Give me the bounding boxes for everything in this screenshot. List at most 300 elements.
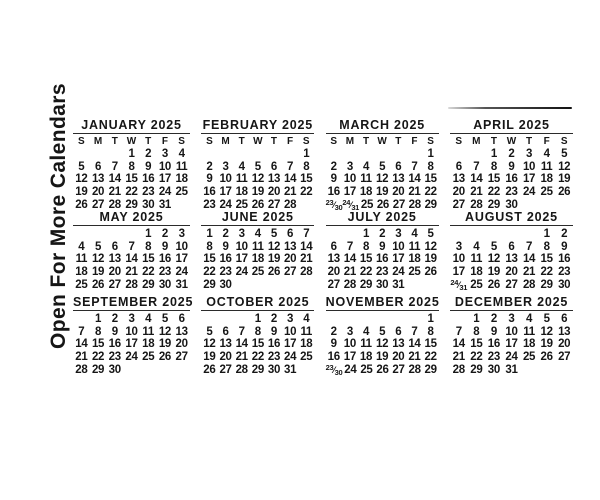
month-calendar xyxy=(201,211,314,296)
date-cell xyxy=(157,364,174,377)
date-cell: 17 xyxy=(505,338,518,351)
date-cell: 2 xyxy=(206,160,213,173)
date-cell: 13 xyxy=(219,338,232,351)
date-row xyxy=(326,279,439,292)
date-cell: 5 xyxy=(379,160,386,173)
date-cell: 16 xyxy=(558,253,571,266)
date-cell: 22 xyxy=(251,351,264,364)
date-row xyxy=(450,148,573,161)
date-cell: 29 xyxy=(91,363,105,376)
date-cell: 4 xyxy=(178,148,185,160)
date-cell: 9 xyxy=(330,338,337,351)
date-row xyxy=(326,351,439,364)
date-cell: 23 xyxy=(158,266,172,279)
date-cell xyxy=(342,228,358,241)
date-cell xyxy=(90,148,107,161)
date-cell: 23 xyxy=(203,198,216,211)
date-cell: $^{24}$⁄31 xyxy=(342,197,360,212)
date-row xyxy=(326,228,439,241)
date-cell: 29 xyxy=(424,363,437,376)
date-row xyxy=(450,161,573,174)
date-cell: 25 xyxy=(235,198,248,211)
date-cell: 11 xyxy=(300,325,313,338)
date-cell: 1 xyxy=(427,148,434,160)
date-cell: 25 xyxy=(360,198,374,211)
date-cell: 16 xyxy=(505,173,518,186)
date-cell: 9 xyxy=(222,240,229,253)
date-cell: 4 xyxy=(78,240,85,253)
date-cell: 22 xyxy=(125,186,138,199)
date-cell: 12 xyxy=(376,173,389,186)
date-cell: 16 xyxy=(108,338,121,351)
date-cell: 10 xyxy=(452,253,465,266)
date-cell: 31 xyxy=(158,198,172,211)
month-title: MAY 2025 xyxy=(73,211,190,226)
date-cell: 5 xyxy=(543,313,550,325)
date-cell: 15 xyxy=(91,338,105,351)
date-cell: 5 xyxy=(78,160,85,173)
date-cell: 29 xyxy=(251,363,264,376)
date-cell: 31 xyxy=(392,278,405,291)
weekday-label: F xyxy=(411,136,418,147)
date-cell: 15 xyxy=(359,253,373,266)
date-cell: 15 xyxy=(424,173,437,186)
date-cell: 11 xyxy=(360,173,372,186)
date-cell: 30 xyxy=(108,363,121,376)
date-cell: 19 xyxy=(376,351,389,364)
date-cell: 14 xyxy=(300,240,313,253)
weekday-label: W xyxy=(377,136,387,147)
date-cell xyxy=(468,148,486,161)
date-cell: 6 xyxy=(270,160,278,173)
date-row xyxy=(73,351,190,364)
date-row xyxy=(326,266,439,279)
date-cell: 26 xyxy=(203,363,216,376)
month-title: OCTOBER 2025 xyxy=(201,296,314,311)
date-cell: 26 xyxy=(91,278,105,291)
date-row xyxy=(201,241,314,254)
date-row xyxy=(73,279,190,292)
date-row xyxy=(450,228,573,241)
date-cell: 23 xyxy=(558,266,571,279)
date-cell: 5 xyxy=(561,148,568,160)
date-cell: 19 xyxy=(203,351,216,364)
date-cell: 17 xyxy=(125,338,138,351)
date-cell: 16 xyxy=(376,253,389,266)
date-cell: 9 xyxy=(270,325,278,338)
date-cell: 21 xyxy=(522,266,536,279)
date-cell: 27 xyxy=(284,266,297,279)
date-cell: 13 xyxy=(108,253,121,266)
date-cell: 9 xyxy=(206,173,213,186)
date-row xyxy=(201,326,314,339)
date-row xyxy=(201,228,314,241)
date-cell xyxy=(266,148,282,161)
date-row xyxy=(73,313,190,326)
date-cell: 17 xyxy=(158,173,172,186)
date-cell: 17 xyxy=(343,351,356,364)
date-cell: 31 xyxy=(505,363,518,376)
date-cell xyxy=(217,313,233,326)
date-row xyxy=(326,338,439,351)
date-cell: 25 xyxy=(470,278,483,291)
month-calendar xyxy=(450,119,573,211)
date-cell xyxy=(406,148,422,161)
date-cell: 10 xyxy=(219,173,232,186)
date-cell: 4 xyxy=(238,160,245,173)
date-cell: 11 xyxy=(175,160,188,173)
date-cell: 27 xyxy=(452,198,465,211)
date-cell: 19 xyxy=(424,253,437,266)
date-cell xyxy=(266,279,282,292)
date-cell: 14 xyxy=(470,173,483,186)
date-cell xyxy=(326,228,342,241)
date-cell xyxy=(342,148,358,161)
date-cell: 22 xyxy=(359,266,373,279)
date-cell: 3 xyxy=(178,228,185,240)
date-row xyxy=(73,241,190,254)
date-cell: 21 xyxy=(452,351,465,364)
date-cell: 11 xyxy=(523,325,535,338)
weekday-label: S xyxy=(206,136,213,147)
date-cell: 20 xyxy=(392,351,405,364)
weekday-label: W xyxy=(126,136,137,147)
date-cell: 8 xyxy=(427,160,434,173)
date-cell: 18 xyxy=(540,173,553,186)
date-cell: 23 xyxy=(505,186,518,199)
date-cell: 31 xyxy=(284,363,297,376)
date-cell: 8 xyxy=(145,240,152,253)
date-row xyxy=(450,338,573,351)
date-cell: 7 xyxy=(411,160,418,173)
date-cell: 17 xyxy=(175,253,188,266)
date-cell: 28 xyxy=(284,198,297,211)
date-row xyxy=(450,351,573,364)
date-row xyxy=(73,326,190,339)
date-cell: 11 xyxy=(408,240,421,253)
date-cell: 12 xyxy=(251,173,264,186)
date-row xyxy=(201,186,314,199)
date-cell xyxy=(520,364,538,377)
month-title: JUNE 2025 xyxy=(201,211,314,226)
date-cell: 11 xyxy=(360,338,372,351)
date-cell: 9 xyxy=(490,325,497,338)
date-cell: 6 xyxy=(455,160,462,173)
date-row xyxy=(450,279,573,292)
date-cell xyxy=(485,228,503,241)
date-cell: 28 xyxy=(408,363,421,376)
month-calendar xyxy=(450,296,573,381)
month-calendar xyxy=(326,119,439,211)
date-cell xyxy=(342,313,358,326)
date-cell: 8 xyxy=(95,325,102,338)
weekday-label: S xyxy=(78,136,85,147)
weekday-label: T xyxy=(145,136,152,147)
date-cell: 9 xyxy=(161,240,168,253)
date-cell: 20 xyxy=(175,338,188,351)
date-cell: 3 xyxy=(346,160,353,173)
date-cell xyxy=(140,364,157,377)
date-row xyxy=(201,173,314,186)
date-cell: 3 xyxy=(346,325,353,338)
month-calendar xyxy=(326,211,439,296)
date-cell: 6 xyxy=(95,160,102,173)
date-cell xyxy=(73,148,90,161)
date-row xyxy=(201,313,314,326)
date-cell: 18 xyxy=(300,338,313,351)
date-cell: 21 xyxy=(408,186,421,199)
date-cell: 19 xyxy=(251,186,264,199)
date-cell xyxy=(282,279,298,292)
date-cell: 6 xyxy=(508,240,515,253)
date-cell: 18 xyxy=(142,338,155,351)
date-cell: 16 xyxy=(142,173,155,186)
date-cell: 10 xyxy=(343,173,356,186)
date-cell: 9 xyxy=(111,325,118,338)
date-cell: 4 xyxy=(473,240,480,253)
date-cell xyxy=(520,228,538,241)
date-cell: 22 xyxy=(540,266,553,279)
date-cell: 29 xyxy=(203,278,216,291)
date-cell: 5 xyxy=(427,228,434,240)
date-cell: 29 xyxy=(487,198,500,211)
date-cell xyxy=(358,148,374,161)
date-row xyxy=(450,186,573,199)
month-calendar xyxy=(73,295,194,381)
date-cell: 26 xyxy=(424,266,437,279)
date-cell xyxy=(298,279,314,292)
date-cell: 10 xyxy=(505,325,518,338)
date-cell xyxy=(217,148,233,161)
date-cell: 24 xyxy=(392,266,405,279)
date-cell: 1 xyxy=(473,313,480,325)
year-calendar-grid xyxy=(73,119,573,381)
weekday-label: S xyxy=(427,136,434,147)
date-cell: 30 xyxy=(158,278,172,291)
date-cell: 2 xyxy=(161,228,168,240)
date-row xyxy=(73,266,190,279)
date-cell: 22 xyxy=(424,351,437,364)
date-cell: 20 xyxy=(91,186,105,199)
date-cell: 21 xyxy=(235,351,248,364)
date-cell: 17 xyxy=(452,266,465,279)
date-cell: 21 xyxy=(75,351,88,364)
date-cell: 22 xyxy=(300,186,313,199)
date-cell xyxy=(123,228,140,241)
date-cell: 18 xyxy=(251,253,264,266)
date-cell xyxy=(250,148,266,161)
date-cell: 30 xyxy=(267,363,281,376)
date-cell: 6 xyxy=(111,240,118,253)
date-cell: 29 xyxy=(359,278,373,291)
month-title: DECEMBER 2025 xyxy=(450,296,573,311)
date-cell: 7 xyxy=(455,325,462,338)
date-cell: 5 xyxy=(206,325,213,338)
date-row xyxy=(201,279,314,292)
date-cell: 18 xyxy=(359,186,373,199)
date-cell: 7 xyxy=(525,240,533,253)
date-cell xyxy=(555,364,573,377)
date-cell: 10 xyxy=(175,240,188,253)
date-cell: 27 xyxy=(267,198,281,211)
date-cell: 2 xyxy=(270,313,278,325)
date-cell: 23 xyxy=(142,186,155,199)
date-cell xyxy=(173,199,190,212)
month-title: SEPTEMBER 2025 xyxy=(73,295,194,309)
date-row xyxy=(326,313,439,326)
date-cell: 3 xyxy=(455,240,462,253)
date-cell: 8 xyxy=(490,160,497,173)
date-cell: 11 xyxy=(540,160,553,173)
date-cell: 29 xyxy=(142,278,155,291)
date-cell: 30 xyxy=(505,198,518,211)
date-cell xyxy=(468,228,486,241)
date-cell: 8 xyxy=(206,240,213,253)
date-cell: 14 xyxy=(408,173,421,186)
date-row xyxy=(326,241,439,254)
date-cell: 26 xyxy=(251,198,264,211)
date-cell: 11 xyxy=(252,240,264,253)
date-cell: 17 xyxy=(522,173,536,186)
date-cell: 5 xyxy=(379,325,386,338)
date-cell: 1 xyxy=(303,148,310,160)
date-cell: 21 xyxy=(284,186,297,199)
date-cell: 19 xyxy=(558,173,571,186)
month-calendar xyxy=(201,296,314,381)
date-cell: 4 xyxy=(254,228,261,240)
date-cell: 12 xyxy=(158,325,172,338)
date-cell: 12 xyxy=(203,338,216,351)
date-cell: 18 xyxy=(359,351,373,364)
date-cell: 27 xyxy=(505,278,518,291)
date-cell xyxy=(123,364,140,377)
date-row xyxy=(450,364,573,377)
date-cell: 2 xyxy=(508,148,515,160)
date-cell: 12 xyxy=(376,338,389,351)
date-cell: 6 xyxy=(395,160,402,173)
month-calendar xyxy=(73,211,190,296)
date-cell: 10 xyxy=(125,325,138,338)
date-cell: 18 xyxy=(235,186,248,199)
date-cell: 4 xyxy=(303,313,310,325)
date-row xyxy=(73,173,190,186)
date-row xyxy=(201,364,314,377)
date-cell: 30 xyxy=(487,363,500,376)
weekday-label: S xyxy=(330,136,338,147)
date-cell xyxy=(538,364,556,377)
date-cell: 25 xyxy=(175,186,188,199)
date-cell: 24 xyxy=(175,266,188,279)
weekday-label: F xyxy=(543,136,550,147)
date-cell: 25 xyxy=(540,186,553,199)
date-cell: 21 xyxy=(300,253,313,266)
date-cell: 29 xyxy=(424,198,437,211)
date-cell: 9 xyxy=(561,240,568,253)
date-cell: 11 xyxy=(75,253,88,266)
date-cell: 13 xyxy=(392,338,405,351)
date-cell: 28 xyxy=(408,198,421,211)
date-cell: 30 xyxy=(142,198,155,211)
weekday-header-row xyxy=(326,136,439,147)
date-cell: 4 xyxy=(362,325,370,338)
date-cell: 23 xyxy=(108,351,121,364)
date-cell: 28 xyxy=(470,198,483,211)
date-cell: 18 xyxy=(522,338,536,351)
date-cell: 2 xyxy=(330,160,337,173)
date-cell: 21 xyxy=(408,351,421,364)
date-cell: 17 xyxy=(219,186,232,199)
date-cell: 16 xyxy=(158,253,172,266)
month-calendar xyxy=(326,296,439,381)
date-cell: 5 xyxy=(254,160,261,173)
date-cell: 27 xyxy=(392,198,405,211)
date-cell: 7 xyxy=(303,228,310,240)
date-cell: 1 xyxy=(362,228,370,240)
date-cell xyxy=(298,364,314,377)
date-cell: 8 xyxy=(254,325,261,338)
date-cell: 10 xyxy=(392,240,405,253)
date-row xyxy=(73,148,190,161)
weekday-label: T xyxy=(525,136,533,147)
weekday-label: T xyxy=(238,136,245,147)
date-cell: 6 xyxy=(395,325,402,338)
date-cell: 27 xyxy=(108,278,121,291)
date-cell xyxy=(358,313,374,326)
date-cell: 18 xyxy=(470,266,483,279)
date-cell: 26 xyxy=(267,266,281,279)
date-cell: 6 xyxy=(178,313,185,325)
date-cell: 21 xyxy=(343,266,356,279)
date-cell: 25 xyxy=(75,278,88,291)
date-cell: 8 xyxy=(473,325,480,338)
weekday-label: S xyxy=(178,136,185,147)
date-cell xyxy=(450,228,468,241)
date-cell xyxy=(282,148,298,161)
date-cell: 19 xyxy=(91,266,105,279)
date-cell: 28 xyxy=(75,363,88,376)
date-cell: 4 xyxy=(411,228,418,240)
date-cell xyxy=(106,228,123,241)
date-cell: 22 xyxy=(203,266,216,279)
date-cell: 13 xyxy=(175,325,188,338)
date-cell xyxy=(201,148,217,161)
date-row xyxy=(450,241,573,254)
date-cell: 23 xyxy=(267,351,281,364)
date-cell: 20 xyxy=(219,351,232,364)
date-cell: 14 xyxy=(235,338,248,351)
date-cell: 8 xyxy=(128,160,135,173)
date-cell xyxy=(73,228,90,241)
date-cell: 3 xyxy=(222,160,229,173)
date-cell: 3 xyxy=(525,148,533,160)
date-cell: 12 xyxy=(540,325,553,338)
date-cell: 28 xyxy=(235,363,248,376)
date-cell: 19 xyxy=(75,186,88,199)
date-cell xyxy=(326,313,342,326)
date-cell: 19 xyxy=(540,338,553,351)
weekday-label: W xyxy=(506,136,517,147)
date-cell xyxy=(73,313,90,326)
date-cell: 16 xyxy=(219,253,232,266)
date-cell: 26 xyxy=(558,186,571,199)
date-row xyxy=(201,338,314,351)
date-cell: 12 xyxy=(558,160,571,173)
date-cell xyxy=(250,279,266,292)
date-cell: 25 xyxy=(408,266,421,279)
date-cell: 1 xyxy=(543,228,550,240)
date-cell: 18 xyxy=(75,266,88,279)
date-cell: 30 xyxy=(376,278,389,291)
